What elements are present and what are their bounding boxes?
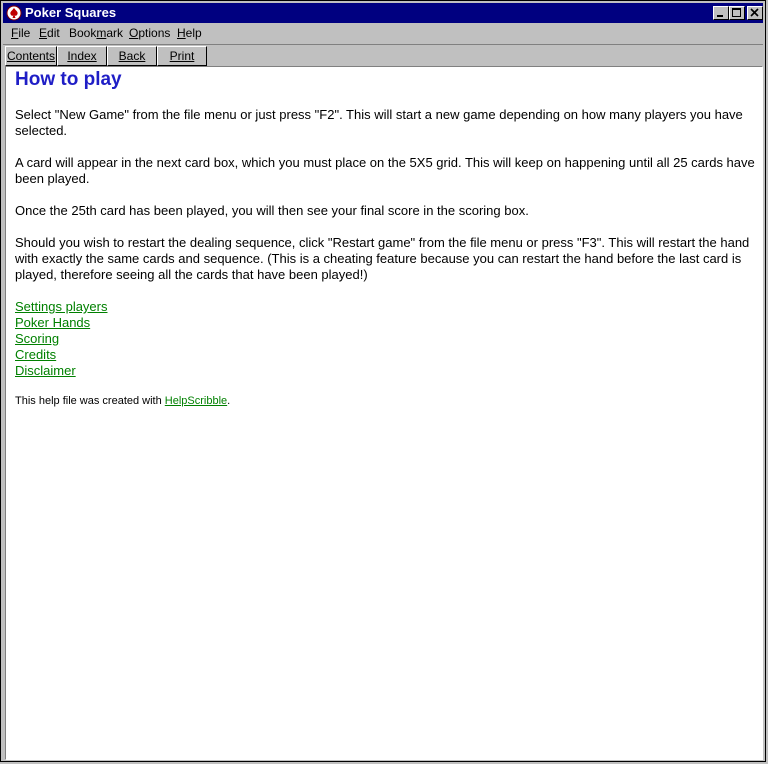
link-disclaimer[interactable]: Disclaimer xyxy=(15,363,76,378)
footer-note: This help file was created with HelpScribble. xyxy=(15,395,231,407)
menu-help[interactable]: Help xyxy=(177,26,202,40)
contents-button[interactable]: Contents xyxy=(5,46,57,66)
maximize-button[interactable] xyxy=(729,6,745,20)
maximize-icon xyxy=(730,7,744,19)
paragraph-restart: Should you wish to restart the dealing sequence, click "Restart game" from the file menu or press "F3". This will restart the hand with exactly the same cards and sequence. (This is a cheating feature because you can restart the hand before the last card is played, therefore seeing all the cards that have been played!) xyxy=(15,235,750,282)
close-icon xyxy=(748,7,762,19)
link-settings-players[interactable]: Settings players xyxy=(15,299,108,314)
minimize-icon xyxy=(714,7,728,19)
paragraph-final-score: Once the 25th card has been played, you will then see your final score in the scoring box. xyxy=(15,203,529,218)
button-bar xyxy=(3,44,763,67)
paragraph-new-game: Select "New Game" from the file menu or just press "F2". This will start a new game depending on how many players you have selected. xyxy=(15,107,743,138)
menu-file[interactable]: File xyxy=(11,26,31,40)
poker-squares-app-icon[interactable] xyxy=(6,5,22,21)
link-credits[interactable]: Credits xyxy=(15,347,57,362)
menu-edit[interactable]: Edit xyxy=(39,26,60,40)
title-bar[interactable] xyxy=(3,3,763,23)
menu-options[interactable]: Options xyxy=(129,26,171,40)
link-scoring[interactable]: Scoring xyxy=(15,331,60,346)
topic-content[interactable] xyxy=(5,66,763,760)
close-button[interactable] xyxy=(747,6,763,20)
related-links xyxy=(15,299,757,379)
back-button[interactable]: Back xyxy=(107,46,157,66)
minimize-button[interactable] xyxy=(713,6,729,20)
menu-bookmark[interactable]: Bookmark xyxy=(69,26,124,40)
link-poker-hands[interactable]: Poker Hands xyxy=(15,315,91,330)
topic-body xyxy=(15,67,757,408)
menu-bar xyxy=(3,23,763,43)
paragraph-card-placement: A card will appear in the next card box, which you must place on the 5X5 grid. This will keep on happening until all 25 cards have been played. xyxy=(15,155,755,186)
window-title: Poker Squares xyxy=(25,5,117,20)
print-button[interactable]: Print xyxy=(157,46,207,66)
index-button[interactable]: Index xyxy=(57,46,107,66)
page-title: How to play xyxy=(15,69,122,90)
link-helpscribble[interactable]: HelpScribble xyxy=(164,395,228,407)
